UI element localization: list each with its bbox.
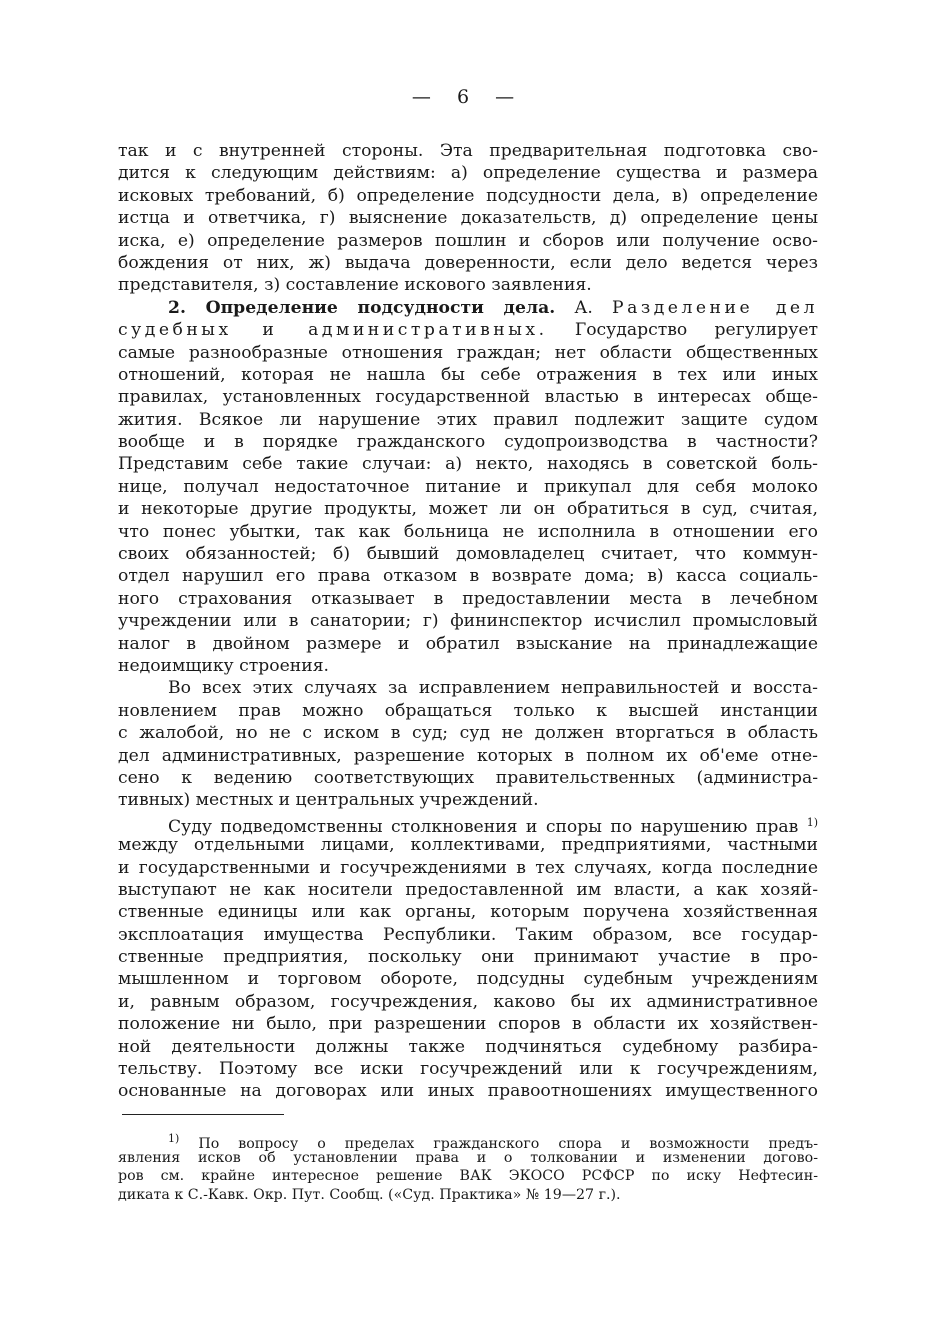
text-line: дится к следующим действиям: а) определение существа и размера — [118, 163, 818, 184]
text-line: исковых требований, б) определение подсудности дела, в) определение — [118, 185, 818, 206]
subheading-part1: Разделение дел — [612, 297, 818, 318]
text-line: учреждении или в санатории; г) фининспектор исчислил промысловый — [118, 611, 818, 632]
text-line: положение ни было, при разрешении споров в области их хозяйствен- — [118, 1014, 818, 1035]
text-line: ного страхования отказывает в предоставлении места в лечебном — [118, 588, 818, 609]
text-line: между отдельными лицами, коллективами, предприятиями, частными — [118, 835, 818, 856]
footnote-first-line — [118, 1130, 818, 1152]
text-line: и, равным образом, госучреждения, каково бы их административное — [118, 991, 818, 1012]
page-number: — 6 — — [411, 86, 525, 108]
footnote-line: диката к С.-Кавк. Окр. Пут. Сообщ. («Суд. Практика» № 19—27 г.). — [118, 1186, 621, 1203]
text-line: правилах, установленных государственной властью в интересах обще- — [118, 387, 818, 408]
text-line: ственные предприятия, поскольку они принимают участие в про- — [118, 947, 818, 968]
text-line: представителя, з) составление искового заявления. — [118, 275, 592, 296]
text-fragment: Государство регулирует — [574, 320, 818, 341]
text-line: отношений, которая не нашла бы себе отражения в тех или иных — [118, 364, 818, 385]
footnote-mark: 1) — [168, 1132, 180, 1145]
text-fragment: По вопросу о пределах гражданского спора и возможности предъ- — [198, 1136, 818, 1152]
footnote-line: явления исков об установлении права и о толковании и изменении догово- — [118, 1149, 818, 1166]
footnote-divider — [122, 1114, 284, 1115]
footnote — [118, 1130, 818, 1204]
text-line: жития. Всякое ли нарушение этих правил подлежит защите судом — [118, 409, 818, 430]
text-line: с жалобой, но не с иском в суд; суд не должен вторгаться в область — [118, 723, 818, 744]
text-line-with-footnote — [118, 812, 818, 837]
subheading-line — [118, 319, 818, 341]
text-line: новлением прав можно обращаться только к высшей инстанции — [118, 700, 818, 721]
text-line: бождения от них, ж) выдача доверенности, если дело ведется через — [118, 252, 818, 273]
text-line: тельству. Поэтому все иски госучреждений или к госучреждениям, — [118, 1059, 818, 1080]
text-line: ной деятельности должны также подчиняться судебному разбира- — [118, 1036, 818, 1057]
text-line: недоимщику строения. — [118, 655, 330, 676]
section-heading-line — [118, 297, 818, 319]
subheading-part2: судебных и административных. — [118, 320, 548, 341]
text-line: выступают не как носители предоставленной им власти, а как хозяй- — [118, 879, 818, 900]
text-line: Во всех этих случаях за исправлением неправильностей и восста- — [168, 678, 818, 699]
text-line: своих обязанностей; б) бывший домовладелец считает, что коммун- — [118, 544, 818, 565]
text-line: и государственными и госучреждениями в тех случаях, когда последние — [118, 857, 818, 878]
paragraph-appeal — [118, 677, 818, 811]
footnote-line: ров см. крайне интересное решение ВАК ЭКОСО РСФСР по иску Нефтесин- — [118, 1168, 818, 1184]
footnote-mark: 1) — [806, 815, 818, 829]
text-line: самые разнообразные отношения граждан; нет области общественных — [118, 342, 818, 363]
body-text — [118, 140, 818, 1103]
text-line: сено к ведению соответствующих правительственных (администра- — [118, 767, 818, 788]
text-line: дел административных, разрешение которых в полном их об'еме отне- — [118, 745, 818, 766]
text-line: и некоторые другие продукты, может ли он обратиться в суд, считая, — [118, 499, 818, 520]
text-line: вообще и в порядке гражданского судопроизводства в частности? — [118, 432, 818, 453]
text-line: иска, е) определение размеров пошлин и сборов или получение осво- — [118, 230, 818, 251]
text-line: мышленном и торговом обороте, подсудны судебным учреждениям — [118, 969, 818, 990]
text-fragment: Суду подведомственны столкновения и споры по нарушению прав — [168, 816, 799, 837]
text-line: налог в двойном размере и обратил взыскание на принадлежащие — [118, 633, 818, 654]
section-jurisdiction — [118, 297, 818, 678]
text-line: ственные единицы или как органы, которым поручена хозяйственная — [118, 902, 818, 923]
text-line: нице, получал недостаточное питание и прикупал для себя молоко — [118, 476, 818, 497]
text-line: что понес убытки, так как больница не исполнила в отношении его — [118, 521, 818, 542]
paragraph-intro — [118, 140, 818, 297]
text-line: Представим себе такие случаи: а) некто, находясь в советской боль- — [118, 454, 818, 475]
text-line: основанные на договорах или иных правоотношениях имущественного — [118, 1081, 818, 1102]
paragraph-court-jurisdiction — [118, 812, 818, 1103]
text-line: истца и ответчика, г) выяснение доказательств, д) определение цены — [118, 208, 818, 229]
section-heading: 2. Определение подсудности дела. — [168, 297, 556, 318]
text-line: эксплоатация имущества Республики. Таким образом, все государ- — [118, 924, 818, 945]
text-line: тивных) местных и центральных учреждений. — [118, 790, 539, 811]
text-line: так и с внутренней стороны. Эта предварительная подготовка сво- — [118, 141, 818, 161]
text-line: отдел нарушил его права отказом в возврате дома; в) касса социаль- — [118, 566, 818, 587]
subheading-letter: А. — [574, 297, 593, 318]
